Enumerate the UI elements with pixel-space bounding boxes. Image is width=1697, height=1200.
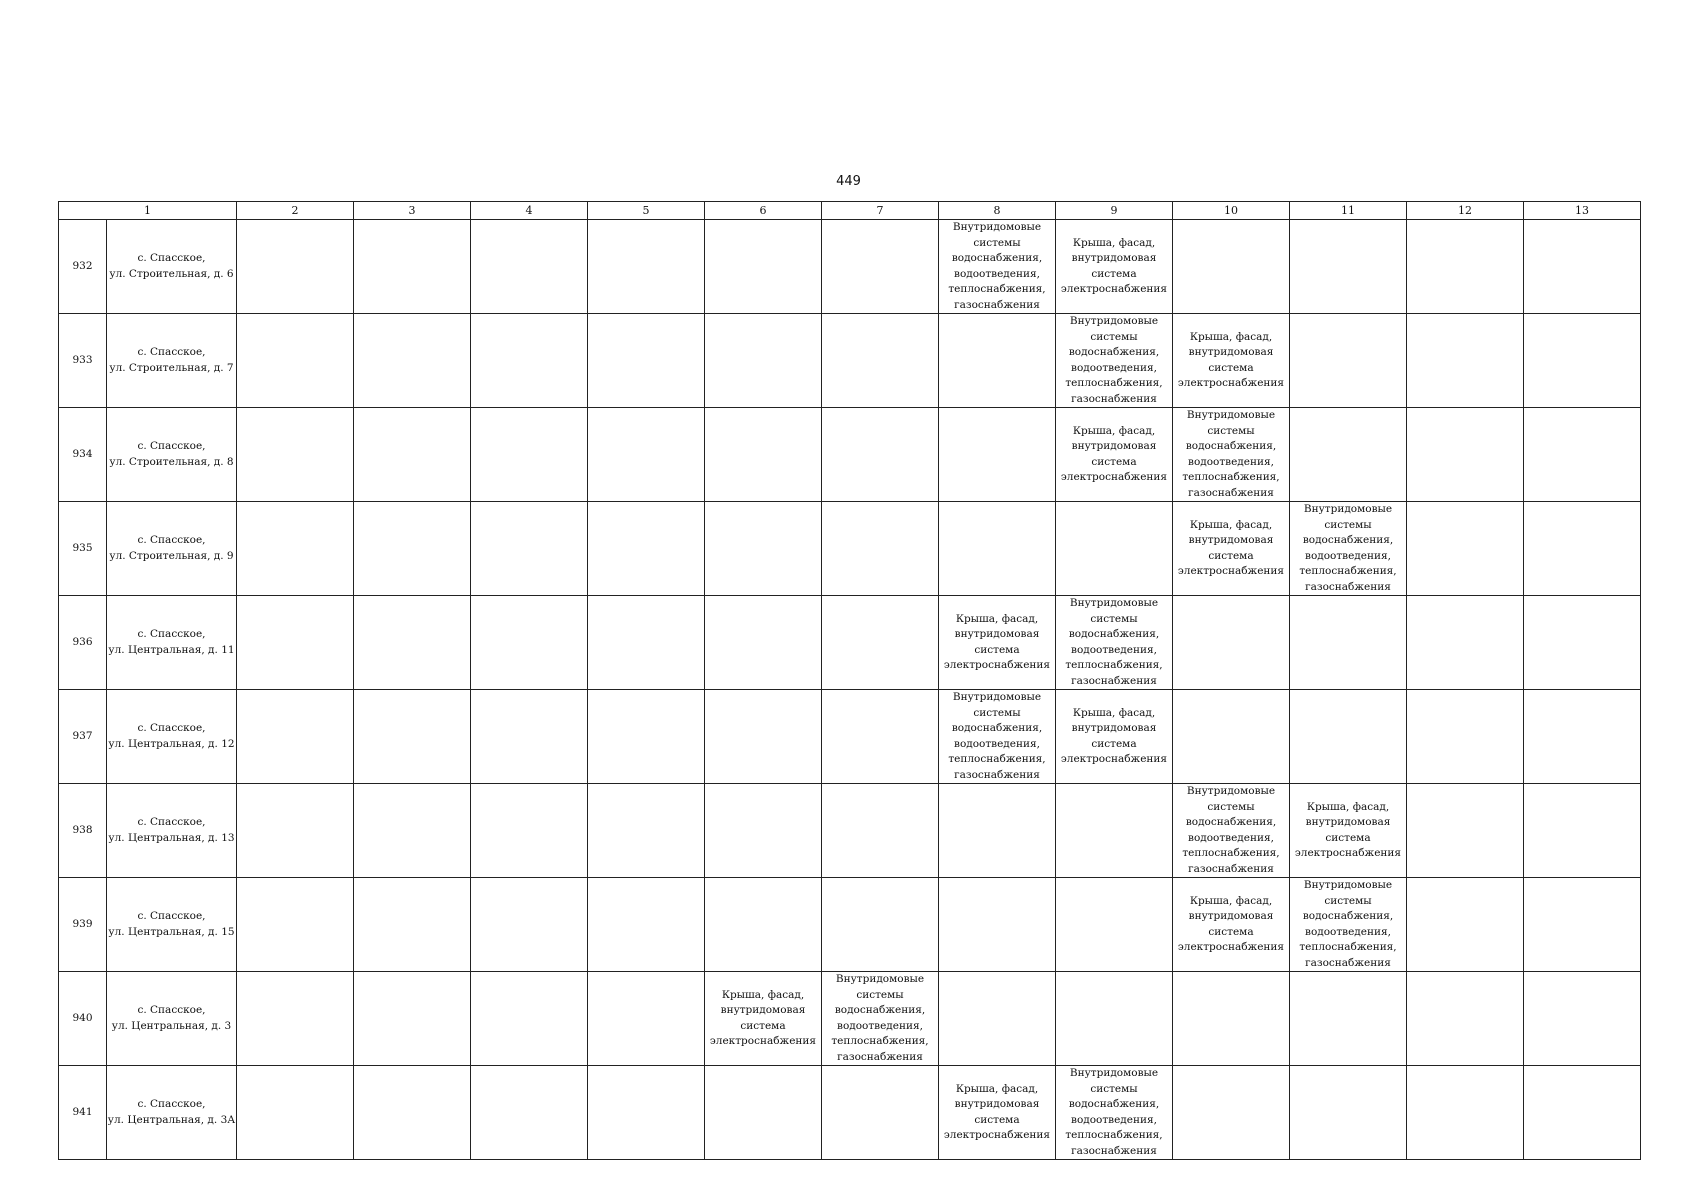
work-cell-col-8: [939, 408, 1056, 502]
work-description: Внутридомовые системы водоснабжения, водоотведения, теплоснабжения, газоснабжения: [948, 221, 1046, 311]
address-cell: [107, 220, 237, 314]
row-number-cell: 938: [59, 784, 107, 878]
table-row: [59, 502, 1641, 596]
work-cell-col-4: [471, 502, 588, 596]
work-description: Крыша, фасад, внутридомовая система электроснабжения: [943, 1082, 1051, 1141]
work-cell-col-13: [1524, 408, 1641, 502]
column-header-11: 11: [1290, 202, 1407, 220]
address-street: ул. Строительная, д. 8: [109, 455, 234, 468]
work-cell-col-3: [354, 314, 471, 408]
work-cell-col-12: [1407, 220, 1524, 314]
address-cell: [107, 878, 237, 972]
work-cell-col-11: [1290, 314, 1407, 408]
row-number-cell: 936: [59, 596, 107, 690]
work-cell-col-11: [1290, 220, 1407, 314]
work-cell-col-5: [588, 784, 705, 878]
column-header-7: 7: [822, 202, 939, 220]
work-cell-col-3: [354, 596, 471, 690]
address-settlement: с. Спасское,: [137, 1098, 206, 1110]
work-cell-col-8: [939, 502, 1056, 596]
work-description: Внутридомовые системы водоснабжения, водоотведения, теплоснабжения, газоснабжения: [1299, 879, 1397, 969]
work-cell-col-2: [237, 314, 354, 408]
table-row: [59, 878, 1641, 972]
work-cell-col-11: [1290, 408, 1407, 502]
work-cell-col-12: [1407, 690, 1524, 784]
work-cell-col-7: [822, 690, 939, 784]
address-cell: [107, 596, 237, 690]
work-cell-col-11: [1290, 596, 1407, 690]
work-cell-col-12: [1407, 1066, 1524, 1160]
work-cell-col-8: [939, 220, 1056, 314]
work-cell-col-2: [237, 878, 354, 972]
address-settlement: с. Спасское,: [137, 722, 206, 734]
work-cell-col-12: [1407, 972, 1524, 1066]
work-description: Крыша, фасад, внутридомовая система электроснабжения: [943, 612, 1051, 671]
work-cell-col-7: [822, 314, 939, 408]
address-cell: [107, 972, 237, 1066]
work-cell-col-9: [1056, 972, 1173, 1066]
work-cell-col-13: [1524, 502, 1641, 596]
work-cell-col-4: [471, 878, 588, 972]
column-header-13: 13: [1524, 202, 1641, 220]
work-cell-col-3: [354, 972, 471, 1066]
work-cell-col-12: [1407, 878, 1524, 972]
work-description: Внутридомовые системы водоснабжения, водоотведения, теплоснабжения, газоснабжения: [948, 691, 1046, 781]
work-description: Внутридомовые системы водоснабжения, водоотведения, теплоснабжения, газоснабжения: [831, 973, 929, 1063]
work-cell-col-8: [939, 690, 1056, 784]
work-cell-col-5: [588, 1066, 705, 1160]
table-row: [59, 596, 1641, 690]
page-number: 449: [836, 174, 861, 189]
work-cell-col-9: [1056, 784, 1173, 878]
address-street: ул. Центральная, д. 12: [108, 737, 235, 750]
work-cell-col-9: [1056, 220, 1173, 314]
work-cell-col-11: [1290, 690, 1407, 784]
table-row: [59, 784, 1641, 878]
work-cell-col-13: [1524, 690, 1641, 784]
column-header-10: 10: [1173, 202, 1290, 220]
work-cell-col-4: [471, 596, 588, 690]
table-row: [59, 220, 1641, 314]
work-cell-col-11: [1290, 878, 1407, 972]
work-cell-col-8: [939, 596, 1056, 690]
address-settlement: с. Спасское,: [137, 534, 206, 546]
work-description: Внутридомовые системы водоснабжения, водоотведения, теплоснабжения, газоснабжения: [1065, 1067, 1163, 1157]
work-cell-col-9: [1056, 1066, 1173, 1160]
work-cell-col-6: [705, 596, 822, 690]
work-cell-col-5: [588, 408, 705, 502]
column-number-header-row: [59, 202, 1641, 220]
work-cell-col-5: [588, 502, 705, 596]
address-cell: [107, 690, 237, 784]
work-cell-col-8: [939, 972, 1056, 1066]
work-cell-col-7: [822, 784, 939, 878]
work-cell-col-9: [1056, 314, 1173, 408]
column-header-8: 8: [939, 202, 1056, 220]
work-cell-col-3: [354, 1066, 471, 1160]
address-cell: [107, 502, 237, 596]
work-cell-col-9: [1056, 502, 1173, 596]
work-cell-col-9: [1056, 408, 1173, 502]
work-cell-col-13: [1524, 972, 1641, 1066]
address-cell: [107, 784, 237, 878]
work-cell-col-4: [471, 314, 588, 408]
work-cell-col-12: [1407, 408, 1524, 502]
work-cell-col-11: [1290, 972, 1407, 1066]
work-description: Крыша, фасад, внутридомовая система электроснабжения: [1177, 330, 1285, 389]
address-settlement: с. Спасское,: [137, 1004, 206, 1016]
column-header-12: 12: [1407, 202, 1524, 220]
work-cell-col-8: [939, 784, 1056, 878]
work-cell-col-8: [939, 314, 1056, 408]
work-cell-col-13: [1524, 596, 1641, 690]
address-cell: [107, 314, 237, 408]
address-settlement: с. Спасское,: [137, 346, 206, 358]
work-cell-col-2: [237, 972, 354, 1066]
work-cell-col-2: [237, 690, 354, 784]
address-street: ул. Строительная, д. 9: [109, 549, 234, 562]
work-description: Крыша, фасад, внутридомовая система электроснабжения: [709, 988, 817, 1047]
work-cell-col-8: [939, 1066, 1056, 1160]
row-number-cell: 940: [59, 972, 107, 1066]
work-cell-col-13: [1524, 1066, 1641, 1160]
work-cell-col-12: [1407, 784, 1524, 878]
work-description: Внутридомовые системы водоснабжения, водоотведения, теплоснабжения, газоснабжения: [1182, 785, 1280, 875]
work-cell-col-2: [237, 408, 354, 502]
work-cell-col-6: [705, 1066, 822, 1160]
column-header-5: 5: [588, 202, 705, 220]
column-header-4: 4: [471, 202, 588, 220]
work-cell-col-7: [822, 1066, 939, 1160]
work-cell-col-6: [705, 784, 822, 878]
work-cell-col-10: [1173, 690, 1290, 784]
column-header-3: 3: [354, 202, 471, 220]
work-description: Крыша, фасад, внутридомовая система электроснабжения: [1294, 800, 1402, 859]
work-cell-col-6: [705, 878, 822, 972]
work-cell-col-5: [588, 314, 705, 408]
work-cell-col-11: [1290, 502, 1407, 596]
work-cell-col-13: [1524, 220, 1641, 314]
row-number-cell: 935: [59, 502, 107, 596]
work-cell-col-10: [1173, 220, 1290, 314]
work-cell-col-12: [1407, 502, 1524, 596]
work-description: Внутридомовые системы водоснабжения, водоотведения, теплоснабжения, газоснабжения: [1299, 503, 1397, 593]
work-cell-col-5: [588, 596, 705, 690]
work-cell-col-13: [1524, 314, 1641, 408]
work-cell-col-4: [471, 1066, 588, 1160]
work-cell-col-2: [237, 220, 354, 314]
row-number-cell: 939: [59, 878, 107, 972]
work-cell-col-3: [354, 690, 471, 784]
work-cell-col-6: [705, 220, 822, 314]
work-cell-col-2: [237, 784, 354, 878]
column-header-9: 9: [1056, 202, 1173, 220]
address-street: ул. Центральная, д. 3: [111, 1019, 232, 1032]
work-cell-col-9: [1056, 596, 1173, 690]
work-cell-col-6: [705, 502, 822, 596]
row-number-cell: 941: [59, 1066, 107, 1160]
address-street: ул. Строительная, д. 6: [109, 267, 234, 280]
table-row: [59, 408, 1641, 502]
table-row: [59, 314, 1641, 408]
work-cell-col-10: [1173, 1066, 1290, 1160]
work-cell-col-10: [1173, 784, 1290, 878]
column-header-2: 2: [237, 202, 354, 220]
row-number-cell: 937: [59, 690, 107, 784]
work-cell-col-3: [354, 220, 471, 314]
work-cell-col-7: [822, 596, 939, 690]
work-cell-col-2: [237, 1066, 354, 1160]
work-cell-col-10: [1173, 314, 1290, 408]
work-cell-col-8: [939, 878, 1056, 972]
work-cell-col-3: [354, 408, 471, 502]
work-cell-col-7: [822, 408, 939, 502]
work-cell-col-7: [822, 220, 939, 314]
work-cell-col-6: [705, 314, 822, 408]
address-cell: [107, 1066, 237, 1160]
work-cell-col-10: [1173, 972, 1290, 1066]
work-description: Крыша, фасад, внутридомовая система электроснабжения: [1060, 706, 1168, 765]
work-description: Крыша, фасад, внутридомовая система электроснабжения: [1177, 894, 1285, 953]
column-header-1: 1: [59, 202, 237, 220]
work-cell-col-11: [1290, 1066, 1407, 1160]
address-settlement: с. Спасское,: [137, 252, 206, 264]
address-settlement: с. Спасское,: [137, 910, 206, 922]
work-cell-col-10: [1173, 408, 1290, 502]
work-cell-col-4: [471, 220, 588, 314]
work-cell-col-5: [588, 690, 705, 784]
address-settlement: с. Спасское,: [137, 440, 206, 452]
address-street: ул. Строительная, д. 7: [109, 361, 234, 374]
work-cell-col-9: [1056, 878, 1173, 972]
work-cell-col-4: [471, 408, 588, 502]
work-description: Внутридомовые системы водоснабжения, водоотведения, теплоснабжения, газоснабжения: [1065, 315, 1163, 405]
repair-schedule-table: [58, 201, 1641, 1160]
work-cell-col-7: [822, 972, 939, 1066]
column-header-6: 6: [705, 202, 822, 220]
work-description: Крыша, фасад, внутридомовая система электроснабжения: [1177, 518, 1285, 577]
work-cell-col-3: [354, 878, 471, 972]
work-description: Крыша, фасад, внутридомовая система электроснабжения: [1060, 424, 1168, 483]
table-row: [59, 690, 1641, 784]
work-cell-col-6: [705, 690, 822, 784]
work-cell-col-10: [1173, 502, 1290, 596]
address-street: ул. Центральная, д. 11: [108, 643, 235, 656]
work-cell-col-7: [822, 502, 939, 596]
work-cell-col-10: [1173, 596, 1290, 690]
address-street: ул. Центральная, д. 15: [108, 925, 235, 938]
work-description: Внутридомовые системы водоснабжения, водоотведения, теплоснабжения, газоснабжения: [1065, 597, 1163, 687]
address-cell: [107, 408, 237, 502]
address-street: ул. Центральная, д. 3А: [107, 1113, 236, 1126]
work-cell-col-7: [822, 878, 939, 972]
work-cell-col-5: [588, 220, 705, 314]
work-cell-col-13: [1524, 784, 1641, 878]
work-cell-col-3: [354, 784, 471, 878]
work-cell-col-6: [705, 972, 822, 1066]
work-cell-col-4: [471, 690, 588, 784]
work-cell-col-4: [471, 972, 588, 1066]
row-number-cell: 932: [59, 220, 107, 314]
row-number-cell: 934: [59, 408, 107, 502]
work-cell-col-2: [237, 596, 354, 690]
work-cell-col-2: [237, 502, 354, 596]
work-cell-col-10: [1173, 878, 1290, 972]
table-row: [59, 1066, 1641, 1160]
work-cell-col-4: [471, 784, 588, 878]
work-cell-col-11: [1290, 784, 1407, 878]
work-description: Крыша, фасад, внутридомовая система электроснабжения: [1060, 236, 1168, 295]
work-cell-col-9: [1056, 690, 1173, 784]
work-cell-col-6: [705, 408, 822, 502]
work-cell-col-5: [588, 972, 705, 1066]
work-description: Внутридомовые системы водоснабжения, водоотведения, теплоснабжения, газоснабжения: [1182, 409, 1280, 499]
address-settlement: с. Спасское,: [137, 816, 206, 828]
address-settlement: с. Спасское,: [137, 628, 206, 640]
work-cell-col-13: [1524, 878, 1641, 972]
work-cell-col-5: [588, 878, 705, 972]
address-street: ул. Центральная, д. 13: [108, 831, 235, 844]
table-row: [59, 972, 1641, 1066]
work-cell-col-12: [1407, 596, 1524, 690]
work-cell-col-12: [1407, 314, 1524, 408]
row-number-cell: 933: [59, 314, 107, 408]
work-cell-col-3: [354, 502, 471, 596]
